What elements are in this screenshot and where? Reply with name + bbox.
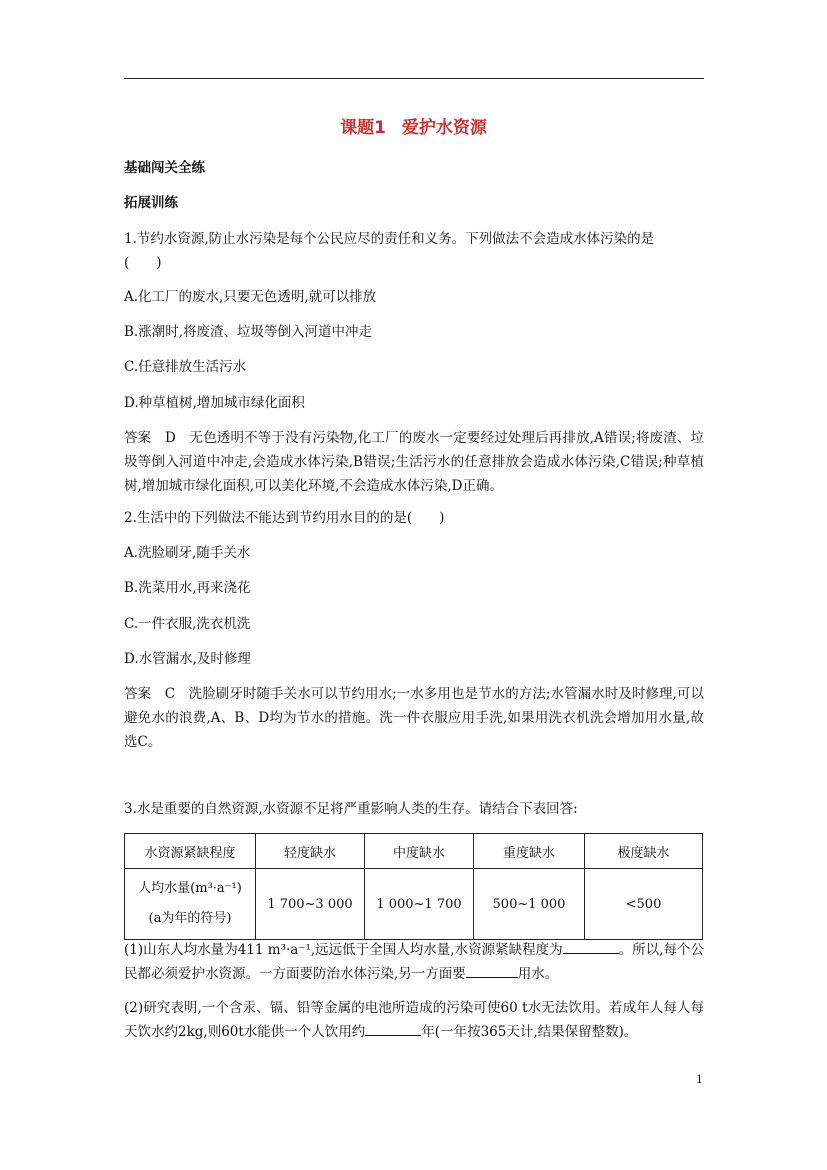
answer-blank xyxy=(466,965,518,978)
header-rule xyxy=(124,78,704,79)
q2-stem: 2.生活中的下列做法不能达到节约用水目的的是( ) xyxy=(124,510,445,526)
q1-option-d: D.种草植树,增加城市绿化面积 xyxy=(124,395,305,411)
q2-answer: 答案 C 洗脸刷牙时随手关水可以节约用水;一水多用也是节水的方法;水管漏水时及时修理,可以避免水的浪费,A、B、D均为节水的措施。洗一件衣服应用手洗,如果用洗衣机洗会增加用水量,故选C。 xyxy=(124,686,704,750)
q1-stem-line2: ( ) xyxy=(124,255,162,271)
lesson-title xyxy=(0,113,827,138)
subsection-heading: 拓展训练 xyxy=(124,195,178,211)
q2-option-b: B.洗菜用水,再来浇花 xyxy=(124,580,251,596)
table-cell: 1 700~3 000 xyxy=(256,869,365,940)
lesson-number: 课题1 xyxy=(340,118,386,138)
q2-option-d: D.水管漏水,及时修理 xyxy=(124,651,251,667)
q1-option-b: B.涨潮时,将废渣、垃圾等倒入河道中冲走 xyxy=(124,324,373,340)
q1-answer: 答案 D 无色透明不等于没有污染物,化工厂的废水一定要经过处理后再排放,A错误;将废渣、垃圾等倒入河道中冲走,会造成水体污染,B错误;生活污水的任意排放会造成水体污染,C错误;种草植树,增加城市绿化面积,可以美化环境,不会造成水体污染,D正确。 xyxy=(124,430,704,494)
q3-sub2: (2)研究表明,一个含汞、镉、铅等金属的电池所造成的污染可使60 t水无法饮用。若成年人每人每天饮水约2kg,则60t水能供一个人饮用约 年(一年按365天计,结果保留整数)。 xyxy=(124,1000,704,1040)
table-header-cell: 重度缺水 xyxy=(474,834,585,869)
table-row xyxy=(125,869,703,940)
table-header-cell: 水资源紧缺程度 xyxy=(125,834,256,869)
table-header-cell: 轻度缺水 xyxy=(256,834,365,869)
q2-option-c: C.一件衣服,洗衣机洗 xyxy=(124,616,251,632)
table-row-label xyxy=(125,869,256,940)
page-number: 1 xyxy=(696,1073,703,1086)
table-cell: 1 000~1 700 xyxy=(365,869,474,940)
row-label-line2: (a为年的符号) xyxy=(148,911,232,926)
row-label-line1: 人均水量(m³·a⁻¹) xyxy=(138,881,242,896)
q1-option-a: A.化工厂的废水,只要无色透明,就可以排放 xyxy=(124,289,377,305)
table-header-row xyxy=(125,834,703,869)
table-cell: 500~1 000 xyxy=(474,869,585,940)
q1-stem-line1: 1.节约水资源,防止水污染是每个公民应尽的责任和义务。下列做法不会造成水体污染的是 xyxy=(124,231,655,247)
q3-sub1: (1)山东人均水量为411 m³·a⁻¹,远远低于全国人均水量,水资源紧缺程度为 。所以,每个公民都必须爱护水资源。一方面要防治水体污染,另一方面要 用水。 xyxy=(124,942,704,982)
table-header-cell: 极度缺水 xyxy=(585,834,703,869)
answer-blank xyxy=(563,941,619,954)
answer-blank xyxy=(365,1023,421,1036)
q3-stem: 3.水是重要的自然资源,水资源不足将严重影响人类的生存。请结合下表回答: xyxy=(124,801,578,817)
q2-option-a: A.洗脸刷牙,随手关水 xyxy=(124,545,251,561)
q1-option-c: C.任意排放生活污水 xyxy=(124,359,247,375)
section-heading: 基础闯关全练 xyxy=(124,160,205,176)
water-scarcity-table xyxy=(124,833,703,940)
table-header-cell: 中度缺水 xyxy=(365,834,474,869)
lesson-name: 爱护水资源 xyxy=(401,118,487,138)
table-cell: <500 xyxy=(585,869,703,940)
